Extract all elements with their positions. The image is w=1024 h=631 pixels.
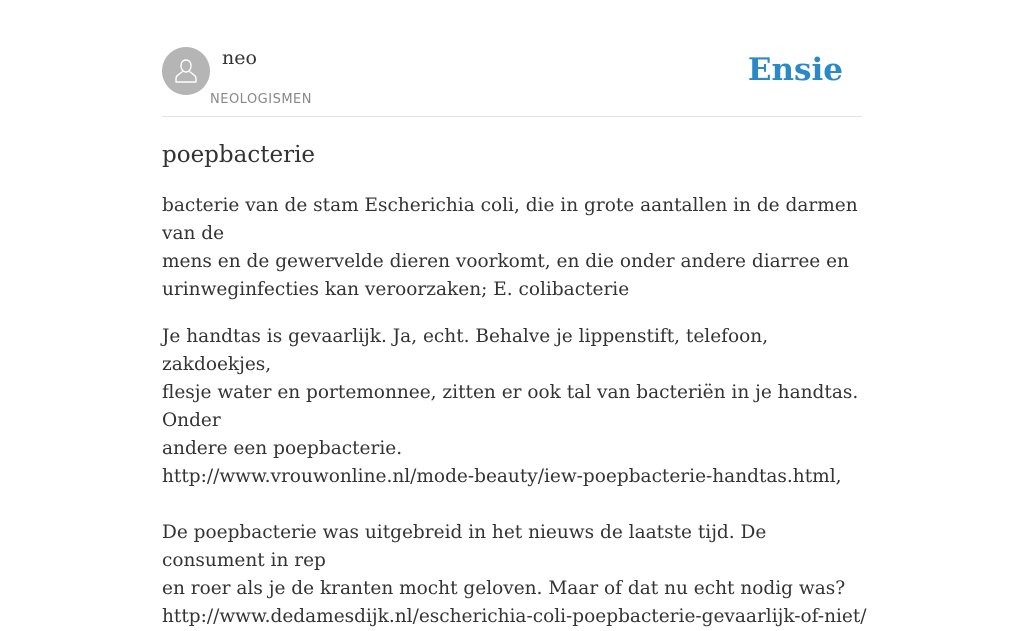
definition-line: urinweginfecties kan veroorzaken; E. colibacterie [162,279,630,300]
entry-header [162,46,862,117]
brand-logo[interactable]: Ensie [747,52,843,88]
definition [162,192,868,304]
example-source-link: http://www.dedamesdijk.nl/escherichia-coli-poepbacterie-gevaarlijk-of-niet/ [162,606,867,627]
author-name[interactable]: neo [222,47,257,69]
entry-content [162,192,868,631]
example-source-link: http://www.vrouwonline.nl/mode-beauty/iew-poepbacterie-handtas.html, [162,466,842,487]
example-line: en roer als je de kranten mocht geloven. Maar of dat nu echt nodig was? [162,578,846,599]
entry-title: poepbacterie [162,142,316,168]
avatar[interactable] [162,47,210,95]
user-silhouette-icon [171,56,201,86]
example-line: Je handtas is gevaarlijk. Ja, echt. Behalve je lippenstift, telefoon, zakdoekjes, [162,326,769,375]
category-label[interactable]: NEOLOGISMEN [210,92,312,107]
examples [162,323,868,631]
example-line: De poepbacterie was uitgebreid in het nieuws de laatste tijd. De consument in rep [162,522,767,571]
example-line: andere een poepbacterie. [162,438,403,459]
definition-line: mens en de gewervelde dieren voorkomt, en die onder andere diarree en [162,251,849,272]
example-spacer [162,491,868,519]
example-line: flesje water en portemonnee, zitten er ook tal van bacteriën in je handtas. Onder [162,382,859,431]
definition-line: bacterie van de stam Escherichia coli, die in grote aantallen in de darmen van de [162,195,858,244]
